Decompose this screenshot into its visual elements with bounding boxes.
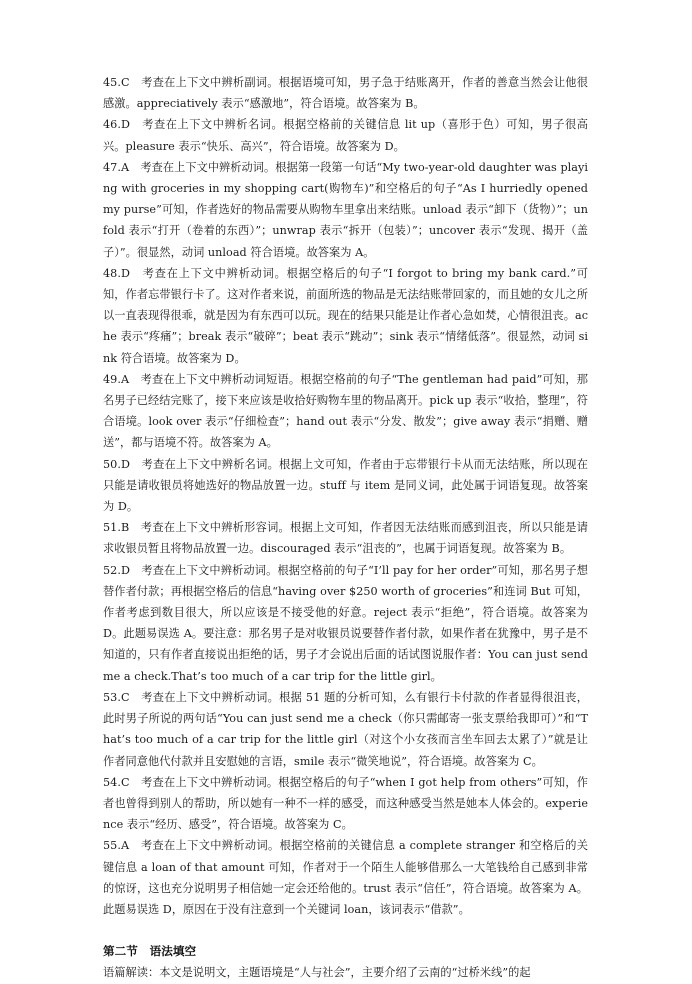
answer-48: 48.D 考查在上下文中辨析动词。根据空格后的句子“I forgot to bring my bank card.”可知，作者忘带银行卡了。这对作者来说，前面所选的物品是无法结账带回家的，而且她的女儿之所以一直表现得很乖，就是因为有东西可以玩。现在的结果只能是让作者心急如焚，心情很沮丧。ache 表示“疼痛”；break 表示“破碎”；beat 表示“跳动”；sink 表示“情绪低落”。很显然，动词 sink 符合语境。故答案为 D。	[103, 266, 589, 365]
answer-53: 53.C 考查在上下文中辨析动词。根据 51 题的分析可知，么有银行卡付款的作者显得很沮丧，此时男子所说的两句话“You can just send me a check（你只需邮寄一张支票给我即可）”和“That’s too much of a car trip for the little girl（对这个小女孩而言坐车回去太累了）”就是让作者同意他代付款并且安慰她的言语，smile 表示“微笑地说”，符合语境。故答案为 C。	[103, 690, 588, 768]
answer-54: 54.C 考查在上下文中辨析动词。根据空格后的句子“when I got help from others”可知，作者也曾得到别人的帮助，所以她有一种不一样的感受，而这种感受当然是她本人体会的。experience 表示“经历、感受”，符合语境。故答案为 C。	[103, 775, 588, 832]
answer-46: 46.D 考查在上下文中辨析名词。根据空格前的关键信息 lit up（喜形于色）可知，男子很高兴。pleasure 表示“快乐、高兴”，符合语境。故答案为 D。	[103, 118, 588, 153]
answer-47: 47.A 考查在上下文中辨析动词。根据第一段第一句话“My two-year-old daughter was playing with groceries in my shopping cart(购物车)”和空格后的句子“As I hurriedly opened my purse”可知，作者选好的物品需要从购物车里拿出来结账。unload 表示“卸下（货物）”；unfold 表示“打开（卷着的东西）”；unwrap 表示“拆开（包装）”；uncover 表示“发现、揭开（盖子）”。很显然，动词 unload 符合语境。故答案为 A。	[103, 160, 588, 259]
answer-49: 49.A 考查在上下文中辨析动词短语。根据空格前的句子“The gentleman had paid”可知，那名男子已经结完账了，接下来应该是收拾好购物车里的物品离开。pick up 表示“收拾，整理”，符合语境。look over 表示“仔细检查”；hand out 表示“分发、散发”；give away 表示“捐赠、赠送”，都与语境不符。故答案为 A。	[103, 372, 588, 450]
answer-51: 51.B 考查在上下文中辨析形容词。根据上文可知，作者因无法结账而感到沮丧，所以只能是请求收银员暂且将物品放置一边。discouraged 表示“沮丧的”，也属于词语复现。故答案为 B。	[103, 521, 588, 556]
passage-intro: 语篇解读：本文是说明文，主题语境是“人与社会”，主要介绍了云南的“过桥米线”的起	[103, 966, 531, 980]
section-heading: 第二节 语法填空	[103, 944, 197, 959]
answer-52: 52.D 考查在上下文中辨析动词。根据空格前的句子“I’ll pay for her order”可知，那名男子想替作者付款；再根据空格后的信息“having over $250 worth of groceries”和连词 But 可知，作者考虑到数目很大，所以应该是不接受他的好意。reject 表示“拒绝”，符合语境。故答案为 D。此题易误选 A。要注意：那名男子是对收银员说要替作者付款，如果作者在犹豫中，男子是不知道的，只有作者直接说出拒绝的话，男子才会说出后面的话试图说服作者：You can just send me a check.That’s too much of a car trip for the little girl。	[103, 563, 588, 683]
answer-explanations	[103, 72, 588, 984]
answer-55: 55.A 考查在上下文中辨析动词。根据空格前的关键信息 a complete stranger 和空格后的关键信息 a loan of that amount 可知，作者对于一个陌生人能够借那么一大笔钱给自己感到非常的惊讶，这也充分说明男子相信她一定会还给他的。trust 表示“信任”，符合语境。故答案为 A。此题易误选 D，原因在于没有注意到一个关键词 loan，该词表示“借款”。	[103, 839, 588, 916]
answer-50: 50.D 考查在上下文中辨析名词。根据上文可知，作者由于忘带银行卡从而无法结账，所以现在只能是请收银员将她选好的物品放置一边。stuff 与 item 是同义词，此处属于词语复现。故答案为 D。	[103, 457, 588, 514]
answer-45: 45.C 考查在上下文中辨析副词。根据语境可知，男子急于结账离开，作者的善意当然会让他很感激。appreciatively 表示“感激地”，符合语境。故答案为 B。	[103, 76, 588, 111]
